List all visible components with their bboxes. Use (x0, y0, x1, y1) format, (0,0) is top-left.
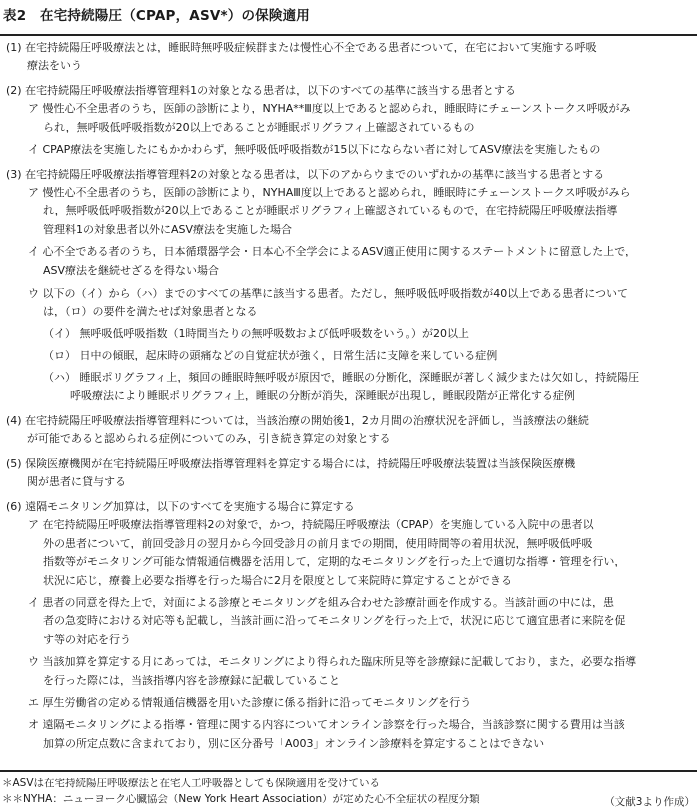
text-line: エ 厚生労働省の定める情報通信機器を用いた診療に係る指針に沿ってモニタリングを行う (28, 697, 472, 708)
text-line: イ 心不全である者のうち，日本循環器学会・日本心不全学会によるASV適正使用に関するステートメントに留意した上で， (28, 246, 636, 257)
text-line: イ 患者の同意を得た上で，対面による診療とモニタリングを組み合わせた診療計画を作成する。当該計画の中には，患 (28, 597, 615, 608)
text-line: (5) 保険医療機関が在宅持続陽圧呼吸療法指導管理料を算定する場合には，持続陽圧呼吸療法装置は当該保険医療機 (6, 458, 576, 469)
text-line: 管理料1の対象患者以外にASV療法を実施した場合 (43, 224, 293, 235)
text-line: す等の対応を行う (43, 634, 131, 645)
footnote: ＊＊NYHA：ニューヨーク心臓協会（New York Heart Association）が定めた心不全症状の程度分類 (2, 794, 480, 805)
text-line: ASV療法を継続せざるを得ない場合 (43, 265, 220, 276)
text-line: れ，無呼吸低呼吸指数が20以上であることが睡眠ポリグラフィ上確認されているもので，在宅持続陽圧呼吸療法指導 (43, 205, 618, 216)
footnote: ＊ASVは在宅持続陽圧呼吸療法と在宅人工呼吸器としても保険適用を受けている (2, 778, 381, 789)
text-line: (6) 遠隔モニタリング加算は，以下のすべてを実施する場合に算定する (6, 501, 355, 512)
text-line: イ CPAP療法を実施したにもかかわらず，無呼吸低呼吸指数が15以下にならない者に対してASV療法を実施したもの (28, 144, 601, 155)
text-line: が可能であると認められる症例についてのみ，引き続き算定の対象とする (27, 433, 391, 444)
text-line: 者の急変時における対応等も記載し，当該計画に沿ってモニタリングを行った上で，状況に応じて適宜患者に来院を促 (43, 615, 626, 626)
text-line: 関が患者に貸与する (27, 476, 126, 487)
text-line: ウ 以下の（イ）から（ハ）までのすべての基準に該当する患者。ただし，無呼吸低呼吸指数が40以上である患者について (28, 288, 629, 299)
text-line: (4) 在宅持続陽圧呼吸療法指導管理料については，当該治療の開始後1，2カ月間の治療状況を評価し，当該療法の継続 (6, 415, 589, 426)
text-line: 療法をいう (27, 60, 82, 71)
source-note: （文献3より作成） (604, 796, 695, 808)
text-line: 加算の所定点数に含まれており，別に区分番号「A003」オンライン診療料を算定することはできない (43, 738, 545, 749)
text-line: られ，無呼吸低呼吸指数が20以上であることが睡眠ポリグラフィ上確認されているもの (43, 122, 475, 133)
text-line: オ 遠隔モニタリングによる指導・管理に関する内容についてオンライン診察を行った場合，当該診察に関する費用は当該 (28, 719, 625, 730)
table-title: 表2 在宅持続陽圧（CPAP，ASV*）の保険適用 (3, 8, 310, 24)
text-line: ウ 当該加算を算定する月にあっては，モニタリングにより得られた臨床所見等を診療録に記載しており，また，必要な指導 (28, 656, 637, 667)
text-line: は，（ロ）の要件を満たせば対象患者となる (43, 306, 258, 317)
text-line: ア 慢性心不全患者のうち，医師の診断により，NYHA**Ⅲ度以上であると認められ，睡眠時にチェーンストークス呼吸がみ (28, 103, 631, 114)
text-line: （ハ） 睡眠ポリグラフィ上，頻回の睡眠時無呼吸が原因で，睡眠の分断化，深睡眠が著しく減少または欠如し，持続陽圧 (43, 372, 640, 383)
text-line: ア 在宅持続陽圧呼吸療法指導管理料2の対象で，かつ，持続陽圧呼吸療法（CPAP）を実施している入院中の患者以 (28, 519, 594, 530)
text-line: ア 慢性心不全患者のうち，医師の診断により，NYHAⅢ度以上であると認められ，睡眠時にチェーンストークス呼吸がみら (28, 187, 631, 198)
text-line: を行った際には，当該指導内容を診療録に記載していること (43, 675, 340, 686)
text-line: 状況に応じ，療養上必要な指導を行った場合に2月を限度として来院時に算定することができる (43, 575, 512, 586)
text-line: 外の患者について，前回受診月の翌月から今回受診月の前月までの期間，使用時間等の着用状況，無呼吸低呼吸 (43, 538, 593, 549)
text-line: (1) 在宅持続陽圧呼吸療法とは，睡眠時無呼吸症候群または慢性心不全である患者について，在宅において実施する呼吸 (6, 42, 597, 53)
text-line: (2) 在宅持続陽圧呼吸療法指導管理料1の対象となる患者は，以下のすべての基準に該当する患者とする (6, 85, 516, 96)
text-line: (3) 在宅持続陽圧呼吸療法指導管理料2の対象となる患者は，以下のアからウまでのいずれかの基準に該当する患者とする (6, 169, 605, 180)
text-line: （イ） 無呼吸低呼吸指数（1時間当たりの無呼吸数および低呼吸数をいう。）が20以上 (43, 328, 469, 339)
text-line: （ロ） 日中の傾眠，起床時の頭痛などの自覚症状が強く，日常生活に支障を来している症例 (43, 350, 498, 361)
text-line: 指数等がモニタリング可能な情報通信機器を活用して，定期的なモニタリングを行った上で適切な指導・管理を行い， (43, 556, 626, 567)
text-line: 呼吸療法により睡眠ポリグラフィ上，睡眠の分断が消失，深睡眠が出現し，睡眠段階が正常化する症例 (70, 390, 575, 401)
